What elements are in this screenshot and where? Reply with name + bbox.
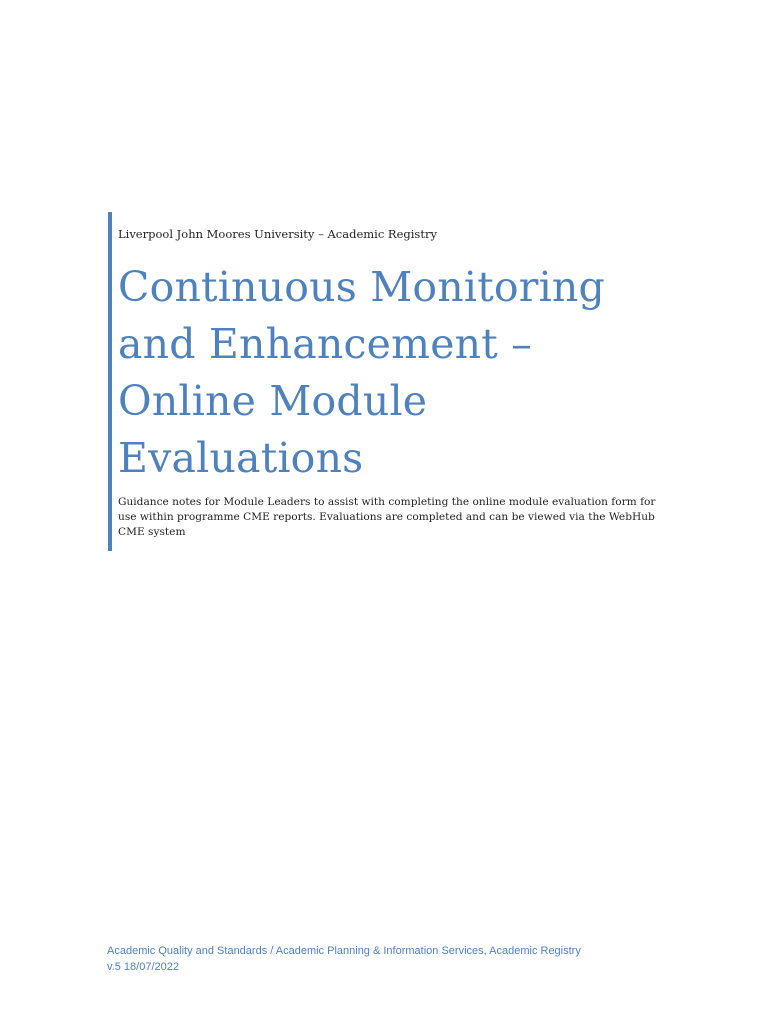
institution-line: Liverpool John Moores University – Academic Registry — [118, 227, 437, 241]
cover-block — [108, 212, 668, 551]
footer-department: Academic Quality and Standards / Academic Planning & Information Services, Academic Registry — [107, 945, 581, 957]
document-subtitle: Guidance notes for Module Leaders to assist with completing the online module evaluation form for use within programme CME reports. Evaluations are completed and can be viewed via the WebHub CME system — [118, 496, 656, 538]
footer-version: v.5 18/07/2022 — [107, 961, 179, 973]
document-title — [118, 259, 663, 487]
title-line-3: Online Module — [118, 377, 428, 425]
cover-content — [118, 226, 663, 540]
page-footer — [107, 943, 667, 975]
title-line-4: Evaluations — [118, 434, 364, 482]
title-line-1: Continuous Monitoring — [118, 263, 605, 311]
accent-bar — [108, 212, 112, 551]
title-line-2: and Enhancement – — [118, 320, 532, 368]
